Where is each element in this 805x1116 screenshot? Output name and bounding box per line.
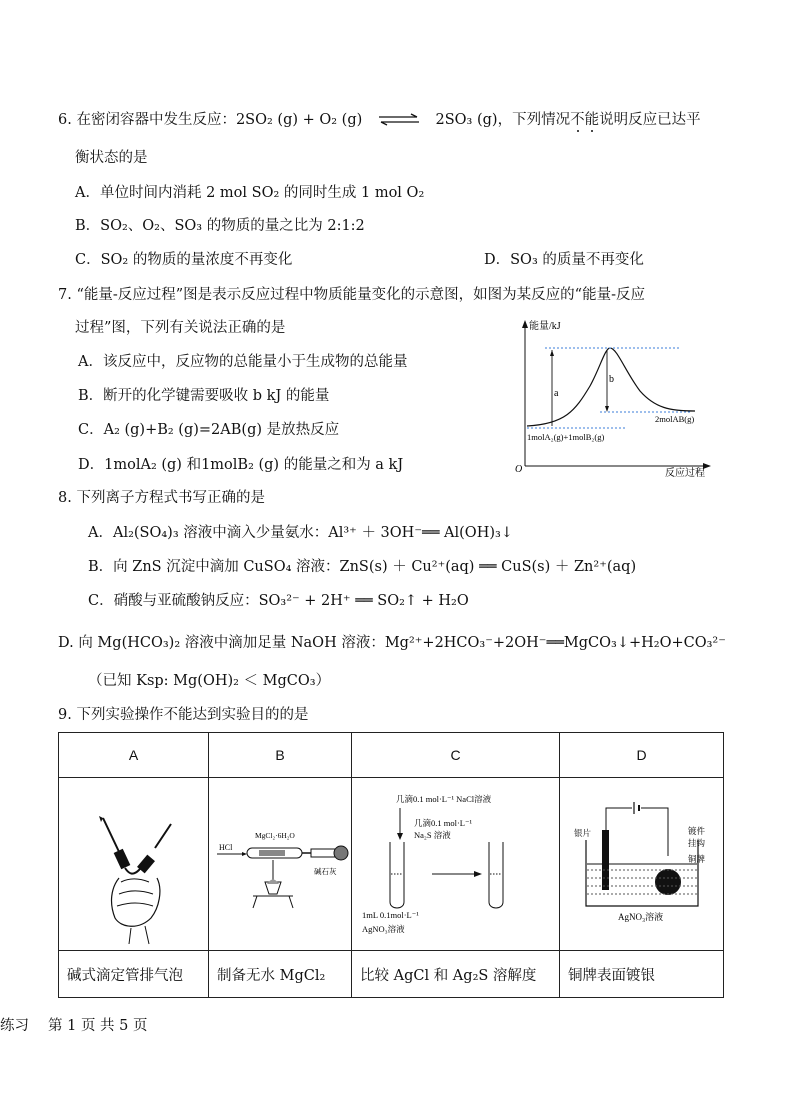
label-b: b <box>609 374 614 385</box>
precipitation-figure <box>352 778 560 950</box>
caption-d: 铜牌表面镀银 <box>560 951 724 998</box>
electroplating-figure <box>560 778 724 950</box>
q6-emph-2: 能 <box>584 112 600 128</box>
q6-stem <box>58 110 701 130</box>
q8-option-b: B．向 ZnS 沉淀中滴加 CuSO₄ 溶液：ZnS(s) ＋ Cu²⁺(aq) ══ CuS(s) ＋ Zn²⁺(aq) <box>88 559 637 575</box>
q9-stem: 9. 下列实验操作不能达到实验目的的是 <box>58 707 309 723</box>
drop2-label-b: Na₂S 溶液 <box>414 830 451 840</box>
header-c: C <box>352 733 560 778</box>
lime-label: 碱石灰 <box>314 867 337 876</box>
product-label: 2molAB(g) <box>655 414 695 424</box>
caption-c: 比较 AgCl 和 Ag₂S 溶解度 <box>352 951 560 998</box>
solution-label: AgNO₃溶液 <box>618 912 664 922</box>
energy-diagram <box>505 316 720 481</box>
plated-label-2: 挂钩 <box>688 838 706 848</box>
figure-b-cell <box>209 778 352 951</box>
mgcl2-apparatus-figure <box>209 778 352 950</box>
q7-option-d: D．1molA₂ (g) 和1molB₂ (g) 的能量之和为 a kJ <box>78 457 404 473</box>
x-axis-label: 反应过程 <box>665 468 705 479</box>
figure-c-cell <box>352 778 560 951</box>
drop2-label-a: 几滴0.1 mol·L⁻¹ <box>414 818 473 828</box>
q7-option-a: A．该反应中，反应物的总能量小于生成物的总能量 <box>78 354 408 370</box>
footer-page: 第 1 页 共 5 页 <box>48 1018 148 1034</box>
q8-option-c: C．硝酸与亚硫酸钠反应：SO₃²⁻ + 2H⁺ ══ SO₂↑ + H₂O <box>88 593 469 609</box>
q7-option-c: C．A₂ (g)+B₂ (g)=2AB(g) 是放热反应 <box>78 422 340 438</box>
y-axis-arrow-icon <box>522 320 528 328</box>
q6-option-c: C．SO₂ 的物质的量浓度不再变化 <box>75 252 293 268</box>
equilibrium-arrow-icon <box>377 113 421 127</box>
q8-option-a: A．Al₂(SO₄)₃ 溶液中滴入少量氨水：Al³⁺ ＋ 3OH⁻══ Al(OH)₃↓ <box>88 525 513 541</box>
q6-option-d: D．SO₃ 的质量不再变化 <box>484 252 644 268</box>
q7-stem-line2: 过程”图，下列有关说法正确的是 <box>75 320 286 336</box>
header-d: D <box>560 733 724 778</box>
hcl-label: HCl <box>219 843 233 852</box>
q9-table <box>58 732 724 998</box>
q8-stem: 8. 下列离子方程式书写正确的是 <box>58 490 265 506</box>
q6-option-b: B．SO₂、O₂、SO₃ 的物质的量之比为 2:1:2 <box>75 218 365 234</box>
q6-stem-b: 2SO₃ (g)，下列情况 <box>435 112 571 128</box>
q7-stem: 7. “能量-反应过程”图是表示反应过程中物质能量变化的示意图，如图为某反应的“能量-反应 <box>58 287 645 303</box>
q6-stem-a: 6. 在密闭容器中发生反应：2SO₂ (g) + O₂ (g) <box>58 112 363 128</box>
copper-label: 铜牌 <box>688 854 706 864</box>
reactant-label: 1molA₂(g)+1molB₂(g) <box>527 432 605 442</box>
q8-note: （已知 Ksp: Mg(OH)₂ ＜ MgCO₃） <box>88 673 331 689</box>
burette-hand-figure <box>59 778 209 950</box>
salt-label: MgCl₂·6H₂O <box>255 831 295 840</box>
arrow-a-icon <box>550 350 554 356</box>
footer-left: 练习 <box>0 1018 29 1034</box>
header-b: B <box>209 733 352 778</box>
label-a: a <box>554 388 559 399</box>
q6-option-a: A．单位时间内消耗 2 mol SO₂ 的同时生成 1 mol O₂ <box>75 185 425 201</box>
q8-option-d: D. 向 Mg(HCO₃)₂ 溶液中滴加足量 NaOH 溶液：Mg²⁺+2HCO₃⁻+2OH⁻══MgCO₃↓+H₂O+CO₃²⁻ <box>58 635 726 651</box>
silver-label: 银片 <box>574 828 592 838</box>
caption-b: 制备无水 MgCl₂ <box>209 951 352 998</box>
q6-stem-c: 说明反应已达平 <box>599 112 701 128</box>
caption-a: 碱式滴定管排气泡 <box>59 951 209 998</box>
drop1-label: 几滴0.1 mol·L⁻¹ NaCl溶液 <box>396 794 492 804</box>
figure-d-cell <box>560 778 724 951</box>
q6-emph-1: 不 <box>570 112 585 128</box>
tube1-label-a: 1mL 0.1mol·L⁻¹ <box>362 910 419 920</box>
figure-a-cell <box>59 778 209 951</box>
q7-option-b: B．断开的化学键需要吸收 b kJ 的能量 <box>78 388 330 404</box>
y-axis-label: 能量/kJ <box>529 321 561 332</box>
arrow-b-icon <box>605 406 609 412</box>
tube1-label-b: AgNO₃溶液 <box>362 924 405 934</box>
header-a: A <box>59 733 209 778</box>
plated-label-1: 镀件 <box>688 826 706 836</box>
origin-label: O <box>515 464 523 475</box>
q6-stem-line2: 衡状态的是 <box>75 150 148 166</box>
